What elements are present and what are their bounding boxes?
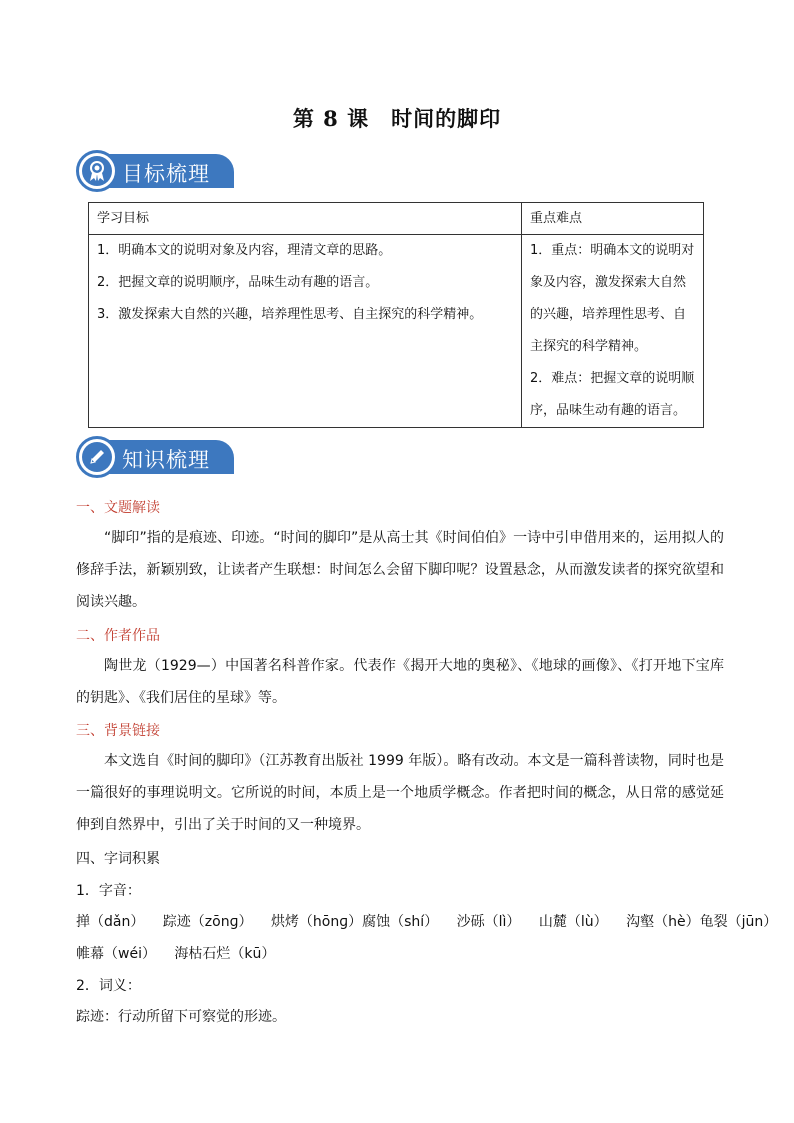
knowledge-banner: [76, 438, 236, 476]
page-title: 第 8 课 时间的脚印: [292, 106, 502, 131]
key-point-line: 主探究的科学精神。: [530, 339, 648, 354]
key-points-header: 重点难点: [522, 203, 704, 235]
section-paragraph: 本文选自《时间的脚印》（江苏教育出版社 1999 年版）。略有改动。本文是一篇科普读物，同时也是一篇很好的事理说明文。它所说的时间，本质上是一个地质学概念。作者把时间的概念，从日常的感觉延伸到自然界中，引出了关于时间的又一种境界。: [76, 753, 724, 833]
key-point-line: 2．难点：把握文章的说明顺: [530, 371, 695, 386]
pinyin-item: 烘烤（hōnɡ）腐蚀（shí）: [270, 914, 439, 930]
key-points-cell: [522, 235, 704, 428]
goals-banner: [76, 152, 236, 190]
definition-line: 踪迹：行动所留下可察觉的形迹。: [76, 1009, 286, 1025]
knowledge-banner-label: 知识梳理: [122, 448, 210, 472]
pinyin-item: 沟壑（hè）龟裂（jūn）: [626, 914, 778, 930]
pinyin-row: [76, 911, 791, 931]
goal-item: 1．明确本文的说明对象及内容，理清文章的思路。: [97, 243, 392, 258]
subsection-label: 1．字音：: [76, 883, 141, 899]
goal-item: 2．把握文章的说明顺序，品味生动有趣的语言。: [97, 275, 379, 290]
section-heading: 三、背景链接: [76, 723, 160, 739]
award-ribbon-icon: [76, 150, 118, 192]
pinyin-item: 帷幕（wéi）: [76, 946, 156, 962]
section-paragraph: “脚印”指的是痕迹、印迹。“时间的脚印”是从高士其《时间伯伯》一诗中引申借用来的，运用拟人的修辞手法，新颖别致，让读者产生联想：时间怎么会留下脚印呢？设置悬念，从而激发读者的探究欲望和阅读兴趣。: [76, 530, 724, 610]
subsection-label: 2．词义：: [76, 978, 141, 994]
pinyin-row: [76, 943, 289, 963]
key-point-line: 1．重点：明确本文的说明对: [530, 243, 695, 258]
goals-table: [88, 202, 704, 428]
section-heading: 四、字词积累: [76, 851, 160, 867]
pencil-icon: [76, 436, 118, 478]
pinyin-item: 沙砾（lì）: [456, 914, 521, 930]
goal-item: 3．激发探索大自然的兴趣，培养理性思考、自主探究的科学精神。: [97, 307, 483, 322]
pinyin-item: 掸（dǎn）: [76, 914, 145, 930]
section-heading: 二、作者作品: [76, 628, 160, 644]
section-heading: 一、文题解读: [76, 500, 160, 516]
key-point-line: 序，品味生动有趣的语言。: [530, 403, 687, 418]
goals-header: 学习目标: [89, 203, 522, 235]
key-point-line: 的兴趣，培养理性思考、自: [530, 307, 687, 322]
goals-banner-label: 目标梳理: [122, 162, 210, 186]
pinyin-item: 踪迹（zōnɡ）: [162, 914, 253, 930]
goals-cell: [89, 235, 522, 428]
pinyin-item: 山麓（lù）: [538, 914, 608, 930]
key-point-line: 象及内容，激发探索大自然: [530, 275, 687, 290]
section-paragraph: 陶世龙（1929—）中国著名科普作家。代表作《揭开大地的奥秘》、《地球的画像》、《打开地下宝库的钥匙》、《我们居住的星球》等。: [76, 658, 724, 706]
pinyin-item: 海枯石烂（kū）: [174, 946, 276, 962]
